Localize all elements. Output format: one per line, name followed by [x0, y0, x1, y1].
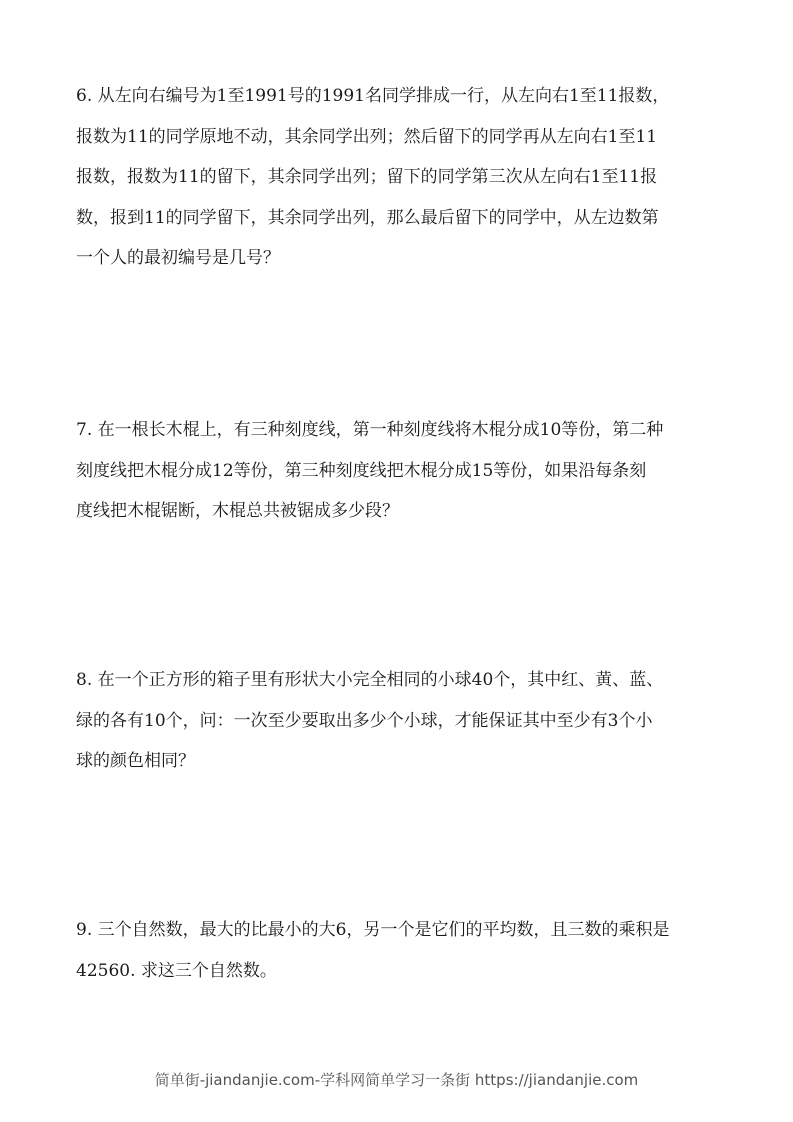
page-footer: 简单街-jiandanjie.com-学科网简单学习一条街 https://jiandanjie.com [154, 1071, 639, 1089]
question-9-line-2: 42560. 求这三个自然数。 [76, 960, 277, 981]
question-7 [76, 410, 726, 532]
question-6-line-4: 数，报到11的同学留下，其余同学出列，那么最后留下的同学中，从左边数第 [76, 207, 659, 228]
question-6-line-3: 报数，报数为11的留下，其余同学出列；留下的同学第三次从左向右1至11报 [76, 167, 658, 187]
question-8-line-3: 球的颜色相同？ [76, 751, 195, 771]
question-6-line-1: 6. 从左向右编号为1至1991号的1991名同学排成一行，从左向右1至11报数， [76, 86, 670, 106]
question-7-line-1: 7. 在一根长木棍上，有三种刻度线，第一种刻度线将木棍分成10等份，第二种 [76, 420, 664, 440]
question-6 [76, 76, 726, 279]
question-7-line-3: 度线把木棍锯断，木棍总共被锯成多少段？ [76, 501, 399, 521]
question-8 [76, 660, 726, 782]
question-8-line-2: 绿的各有10个，问：一次至少要取出多少个小球，才能保证其中至少有3个小 [76, 710, 653, 731]
question-6-line-2: 报数为11的同学原地不动，其余同学出列；然后留下的同学再从左向右1至11 [76, 126, 658, 147]
question-6-line-5: 一个人的最初编号是几号？ [76, 248, 280, 268]
question-9-line-1: 9. 三个自然数，最大的比最小的大6，另一个是它们的平均数，且三数的乘积是 [76, 920, 670, 940]
question-7-line-2: 刻度线把木棍分成12等份，第三种刻度线把木棍分成15等份，如果沿每条刻 [76, 460, 647, 481]
question-9 [76, 910, 726, 991]
question-8-line-1: 8. 在一个正方形的箱子里有形状大小完全相同的小球40个，其中红、黄、蓝、 [76, 670, 664, 690]
